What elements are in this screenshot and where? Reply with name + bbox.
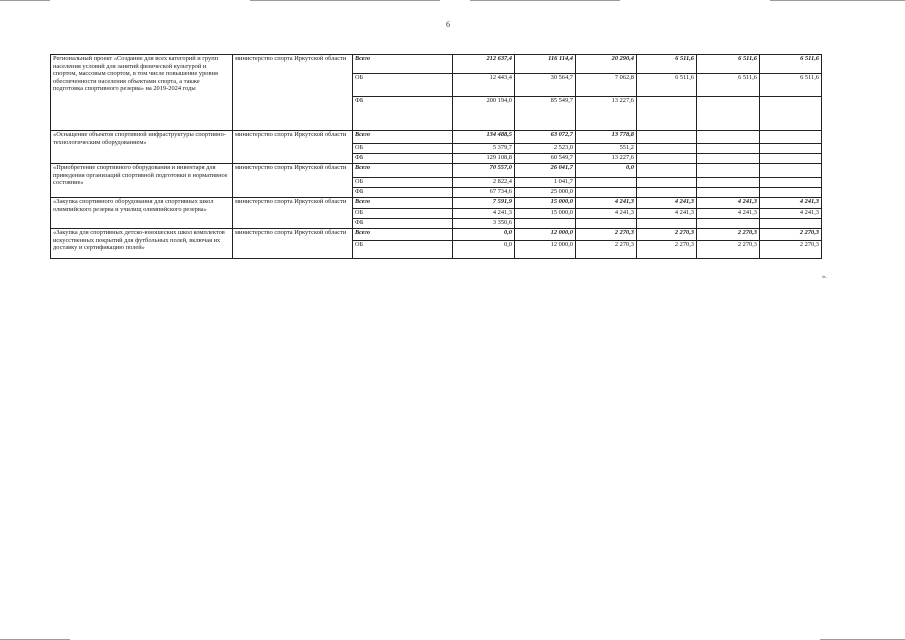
amount-cell: 4 241,3 <box>697 198 760 209</box>
amount-cell: 6 511,6 <box>697 55 760 74</box>
amount-cell: 4 241,3 <box>760 198 822 209</box>
budget-row <box>51 131 822 144</box>
amount-cell <box>697 164 760 178</box>
amount-cell: 26 041,7 <box>515 164 576 178</box>
funding-source-cell: Всего <box>353 229 453 241</box>
executor-cell: министерство спорта Иркутской области <box>233 131 353 164</box>
funding-source-cell: ОБ <box>353 209 453 219</box>
page-number: 6 <box>446 20 450 29</box>
amount-cell <box>637 144 697 154</box>
amount-cell: 13 227,6 <box>576 97 637 131</box>
scan-edge-mark <box>250 0 440 1</box>
executor-cell: министерство спорта Иркутской области <box>233 229 353 259</box>
executor-cell: министерство спорта Иркутской области <box>233 198 353 229</box>
amount-cell: 20 290,4 <box>576 55 637 74</box>
event-name-cell: «Приобретение спортивного оборудования и инвентаря для приведения организаций спортивной подготовки в нормативное состояние» <box>51 164 233 198</box>
event-name-cell: «Закупка спортивного оборудования для спортивных школ олимпийского резерва и училищ олимпийского резерва» <box>51 198 233 229</box>
amount-cell: 6 511,6 <box>760 55 822 74</box>
amount-cell: 4 241,3 <box>637 209 697 219</box>
funding-source-cell: ОБ <box>353 178 453 188</box>
amount-cell <box>760 219 822 229</box>
amount-cell: 25 000,0 <box>515 188 576 198</box>
amount-cell <box>760 131 822 144</box>
budget-row <box>51 229 822 241</box>
amount-cell: 6 511,6 <box>637 55 697 74</box>
funding-source-cell: ОБ <box>353 241 453 259</box>
amount-cell <box>637 178 697 188</box>
funding-source-cell: Всего <box>353 55 453 74</box>
budget-row <box>51 55 822 74</box>
amount-cell: 200 194,0 <box>453 97 515 131</box>
funding-source-cell: Всего <box>353 198 453 209</box>
event-name-cell: «Оснащение объектов спортивной инфраструктуры спортивно-технологическим оборудованием» <box>51 131 233 164</box>
amount-cell: 4 241,3 <box>576 198 637 209</box>
executor-cell: министерство спорта Иркутской области <box>233 55 353 131</box>
event-name-cell: «Закупка для спортивных детско-юношеских школ комплектов искусственных покрытий для футбольных полей, включая их доставку и сертификацию полей» <box>51 229 233 259</box>
amount-cell: 0,0 <box>453 229 515 241</box>
amount-cell: 3 350,6 <box>453 219 515 229</box>
amount-cell: 12 443,4 <box>453 74 515 97</box>
amount-cell: 2 270,3 <box>637 241 697 259</box>
amount-cell: 6 511,6 <box>637 74 697 97</box>
amount-cell: 116 114,4 <box>515 55 576 74</box>
amount-cell: 13 227,6 <box>576 154 637 164</box>
budget-table <box>50 54 822 259</box>
amount-cell <box>760 154 822 164</box>
amount-cell: 2 822,4 <box>453 178 515 188</box>
amount-cell <box>637 154 697 164</box>
amount-cell: 85 549,7 <box>515 97 576 131</box>
amount-cell: 12 000,0 <box>515 241 576 259</box>
amount-cell <box>760 178 822 188</box>
amount-cell: 2 270,3 <box>760 241 822 259</box>
amount-cell: 7 591,9 <box>453 198 515 209</box>
amount-cell: 212 637,4 <box>453 55 515 74</box>
executor-cell: министерство спорта Иркутской области <box>233 164 353 198</box>
amount-cell <box>576 188 637 198</box>
amount-cell: 2 270,3 <box>697 241 760 259</box>
amount-cell: 6 511,6 <box>697 74 760 97</box>
amount-cell: 63 072,7 <box>515 131 576 144</box>
amount-cell: 5 379,7 <box>453 144 515 154</box>
scan-edge-mark <box>770 0 905 1</box>
amount-cell: 134 488,5 <box>453 131 515 144</box>
amount-cell <box>760 97 822 131</box>
amount-cell <box>637 164 697 178</box>
amount-cell <box>697 219 760 229</box>
amount-cell: 1 041,7 <box>515 178 576 188</box>
scan-edge-mark <box>0 0 50 1</box>
funding-source-cell: Всего <box>353 164 453 178</box>
amount-cell: 2 270,3 <box>697 229 760 241</box>
amount-cell: 7 062,8 <box>576 74 637 97</box>
amount-cell <box>576 178 637 188</box>
scan-edge-mark <box>470 0 620 1</box>
amount-cell: 12 000,0 <box>515 229 576 241</box>
amount-cell <box>697 178 760 188</box>
amount-cell: 15 000,0 <box>515 209 576 219</box>
event-name-cell: Региональный проект «Создание для всех категорий и групп населения условий для занятий физической культурой и спортом, массовым спортом, в том числе повышение уровня обеспеченности населения объектами спорта, а также подготовка спортивного резерва» на 2019-2024 годы <box>51 55 233 131</box>
amount-cell: 4 241,3 <box>576 209 637 219</box>
amount-cell <box>515 219 576 229</box>
amount-cell <box>760 188 822 198</box>
amount-cell <box>760 164 822 178</box>
funding-source-cell: ОБ <box>353 74 453 97</box>
amount-cell <box>697 131 760 144</box>
amount-cell: 2 523,0 <box>515 144 576 154</box>
amount-cell: 2 270,3 <box>637 229 697 241</box>
funding-source-cell: Всего <box>353 131 453 144</box>
amount-cell <box>637 131 697 144</box>
amount-cell: 129 108,8 <box>453 154 515 164</box>
amount-cell <box>637 97 697 131</box>
budget-row <box>51 198 822 209</box>
amount-cell: 67 734,6 <box>453 188 515 198</box>
amount-cell: 4 241,3 <box>637 198 697 209</box>
amount-cell <box>637 219 697 229</box>
amount-cell <box>576 219 637 229</box>
funding-source-cell: ОБ <box>353 144 453 154</box>
amount-cell <box>637 188 697 198</box>
amount-cell: 0,0 <box>576 164 637 178</box>
amount-cell: 4 241,3 <box>453 209 515 219</box>
funding-source-cell: ФБ <box>353 154 453 164</box>
amount-cell: 60 549,7 <box>515 154 576 164</box>
funding-source-cell: ФБ <box>353 219 453 229</box>
funding-source-cell: ФБ <box>353 97 453 131</box>
amount-cell: 2 270,3 <box>760 229 822 241</box>
amount-cell: 4 241,3 <box>760 209 822 219</box>
amount-cell: 30 564,7 <box>515 74 576 97</box>
amount-cell: 6 511,6 <box>760 74 822 97</box>
amount-cell <box>697 154 760 164</box>
amount-cell: 4 241,3 <box>697 209 760 219</box>
amount-cell: 0,0 <box>453 241 515 259</box>
amount-cell: 2 270,3 <box>576 229 637 241</box>
amount-cell: 15 000,0 <box>515 198 576 209</box>
funding-source-cell: ФБ <box>353 188 453 198</box>
amount-cell <box>697 188 760 198</box>
amount-cell: 70 557,0 <box>453 164 515 178</box>
amount-cell <box>760 144 822 154</box>
amount-cell <box>697 97 760 131</box>
amount-cell: 551,2 <box>576 144 637 154</box>
amount-cell: 13 778,8 <box>576 131 637 144</box>
amount-cell: 2 270,3 <box>576 241 637 259</box>
budget-row <box>51 164 822 178</box>
closing-quote-mark: ». <box>822 273 827 280</box>
amount-cell <box>697 144 760 154</box>
